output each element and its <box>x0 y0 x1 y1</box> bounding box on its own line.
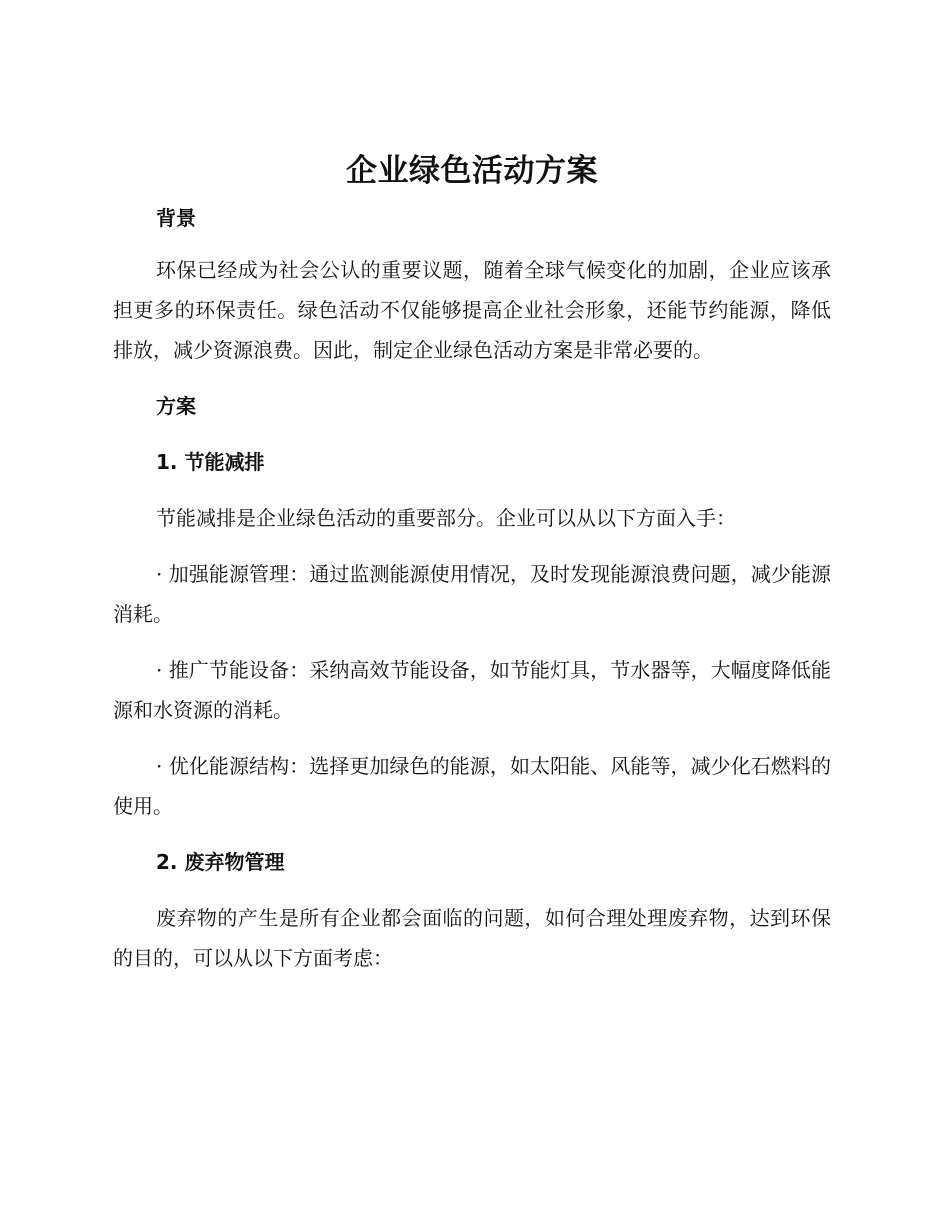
document-body <box>113 148 831 994</box>
energy-list-item: · 优化能源结构：选择更加绿色的能源，如太阳能、风能等，减少化石燃料的使用。 <box>113 754 831 818</box>
energy-list-item: · 加强能源管理：通过监测能源使用情况，及时发现能源浪费问题，减少能源消耗。 <box>113 562 831 626</box>
subheading-waste-management: 2. 废弃物管理 <box>156 850 285 874</box>
subheading-energy-saving: 1. 节能减排 <box>156 450 265 474</box>
waste-intro-paragraph: 废弃物的产生是所有企业都会面临的问题，如何合理处理废弃物，达到环保的目的，可以从以下方面考虑： <box>113 906 831 970</box>
background-paragraph: 环保已经成为社会公认的重要议题，随着全球气候变化的加剧，企业应该承担更多的环保责任。绿色活动不仅能够提高企业社会形象，还能节约能源，降低排放，减少资源浪费。因此，制定企业绿色活动方案是非常必要的。 <box>113 258 831 362</box>
energy-intro-paragraph: 节能减排是企业绿色活动的重要部分。企业可以从以下方面入手： <box>156 506 736 530</box>
section-heading-plan: 方案 <box>156 394 196 418</box>
document-title: 企业绿色活动方案 <box>346 153 598 189</box>
section-heading-background: 背景 <box>156 206 196 230</box>
energy-list-item: · 推广节能设备：采纳高效节能设备，如节能灯具，节水器等，大幅度降低能源和水资源的消耗。 <box>113 658 831 722</box>
